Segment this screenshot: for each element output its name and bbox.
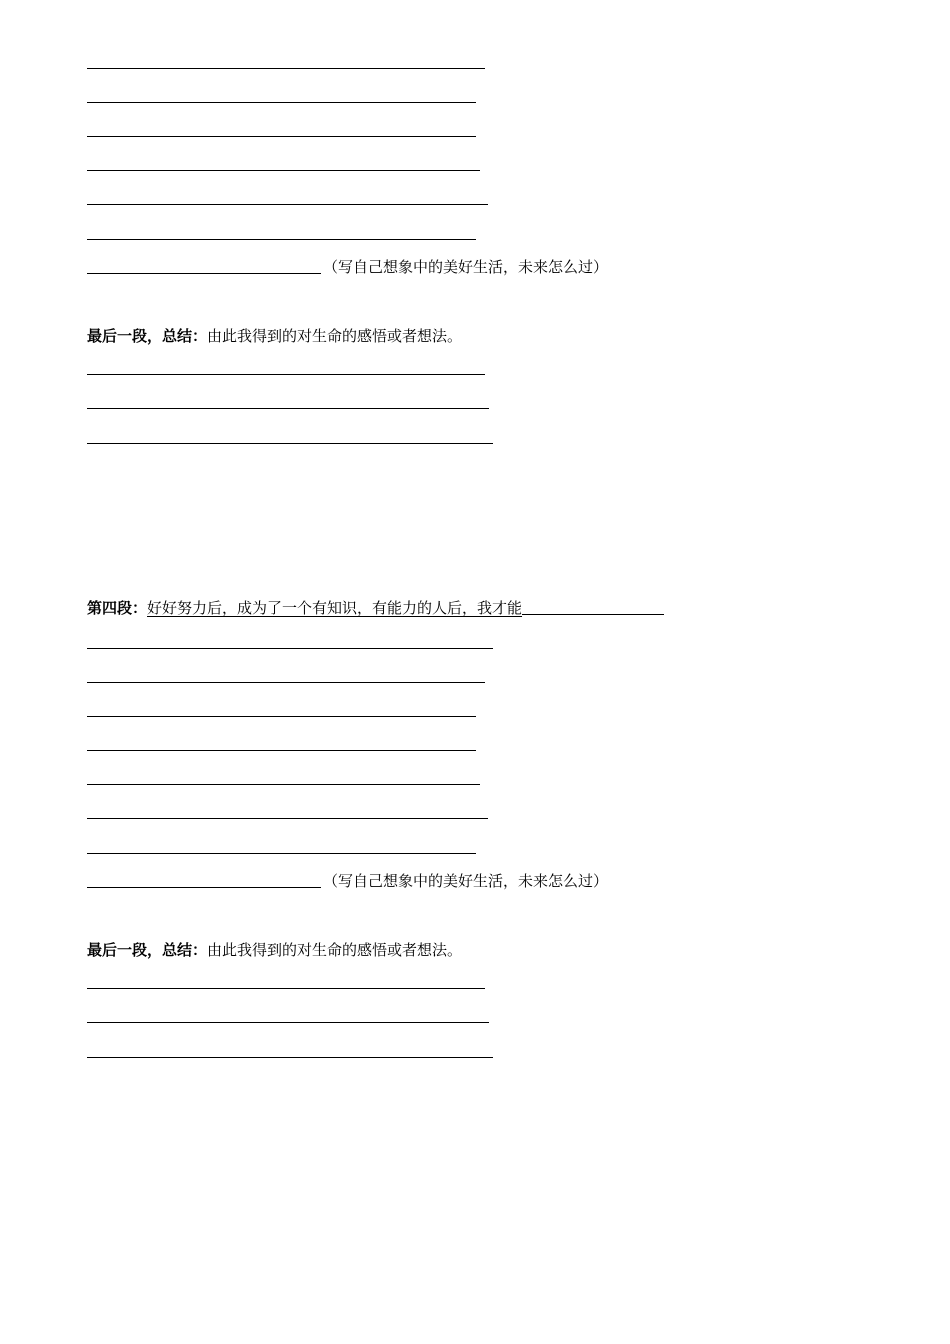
paragraph-four-label: 第四段： [87,599,148,617]
writing-line[interactable] [87,204,488,205]
writing-line[interactable] [87,1057,493,1058]
paragraph-four-prompt: 好好努力后，成为了一个有知识，有能力的人后，我才能 [147,599,523,617]
writing-line[interactable] [87,408,489,409]
hint-text: （写自己想象中的美好生活，未来怎么过） [323,872,609,890]
conclusion-heading [87,941,462,959]
writing-blank[interactable] [522,600,664,615]
writing-line[interactable] [87,170,480,171]
writing-blank[interactable] [87,873,321,888]
writing-line[interactable] [87,1022,489,1023]
writing-line[interactable] [87,136,476,137]
writing-line[interactable] [87,750,476,751]
writing-line[interactable] [87,716,476,717]
writing-line[interactable] [87,374,485,375]
writing-line[interactable] [87,853,476,854]
writing-line[interactable] [87,682,485,683]
writing-line[interactable] [87,818,488,819]
writing-line[interactable] [87,68,485,69]
writing-line[interactable] [87,988,485,989]
conclusion-heading [87,327,462,345]
conclusion-label: 最后一段，总结： [87,941,208,959]
conclusion-text: 由此我得到的对生命的感悟或者想法。 [207,327,463,345]
writing-line[interactable] [87,784,480,785]
conclusion-label: 最后一段，总结： [87,327,208,345]
hint-line [87,258,608,276]
writing-line[interactable] [87,443,493,444]
writing-line[interactable] [87,648,493,649]
writing-blank[interactable] [87,259,321,274]
conclusion-text: 由此我得到的对生命的感悟或者想法。 [207,941,463,959]
hint-line [87,872,608,890]
writing-line[interactable] [87,239,476,240]
paragraph-four-heading [87,599,664,617]
writing-line[interactable] [87,102,476,103]
hint-text: （写自己想象中的美好生活，未来怎么过） [323,258,609,276]
